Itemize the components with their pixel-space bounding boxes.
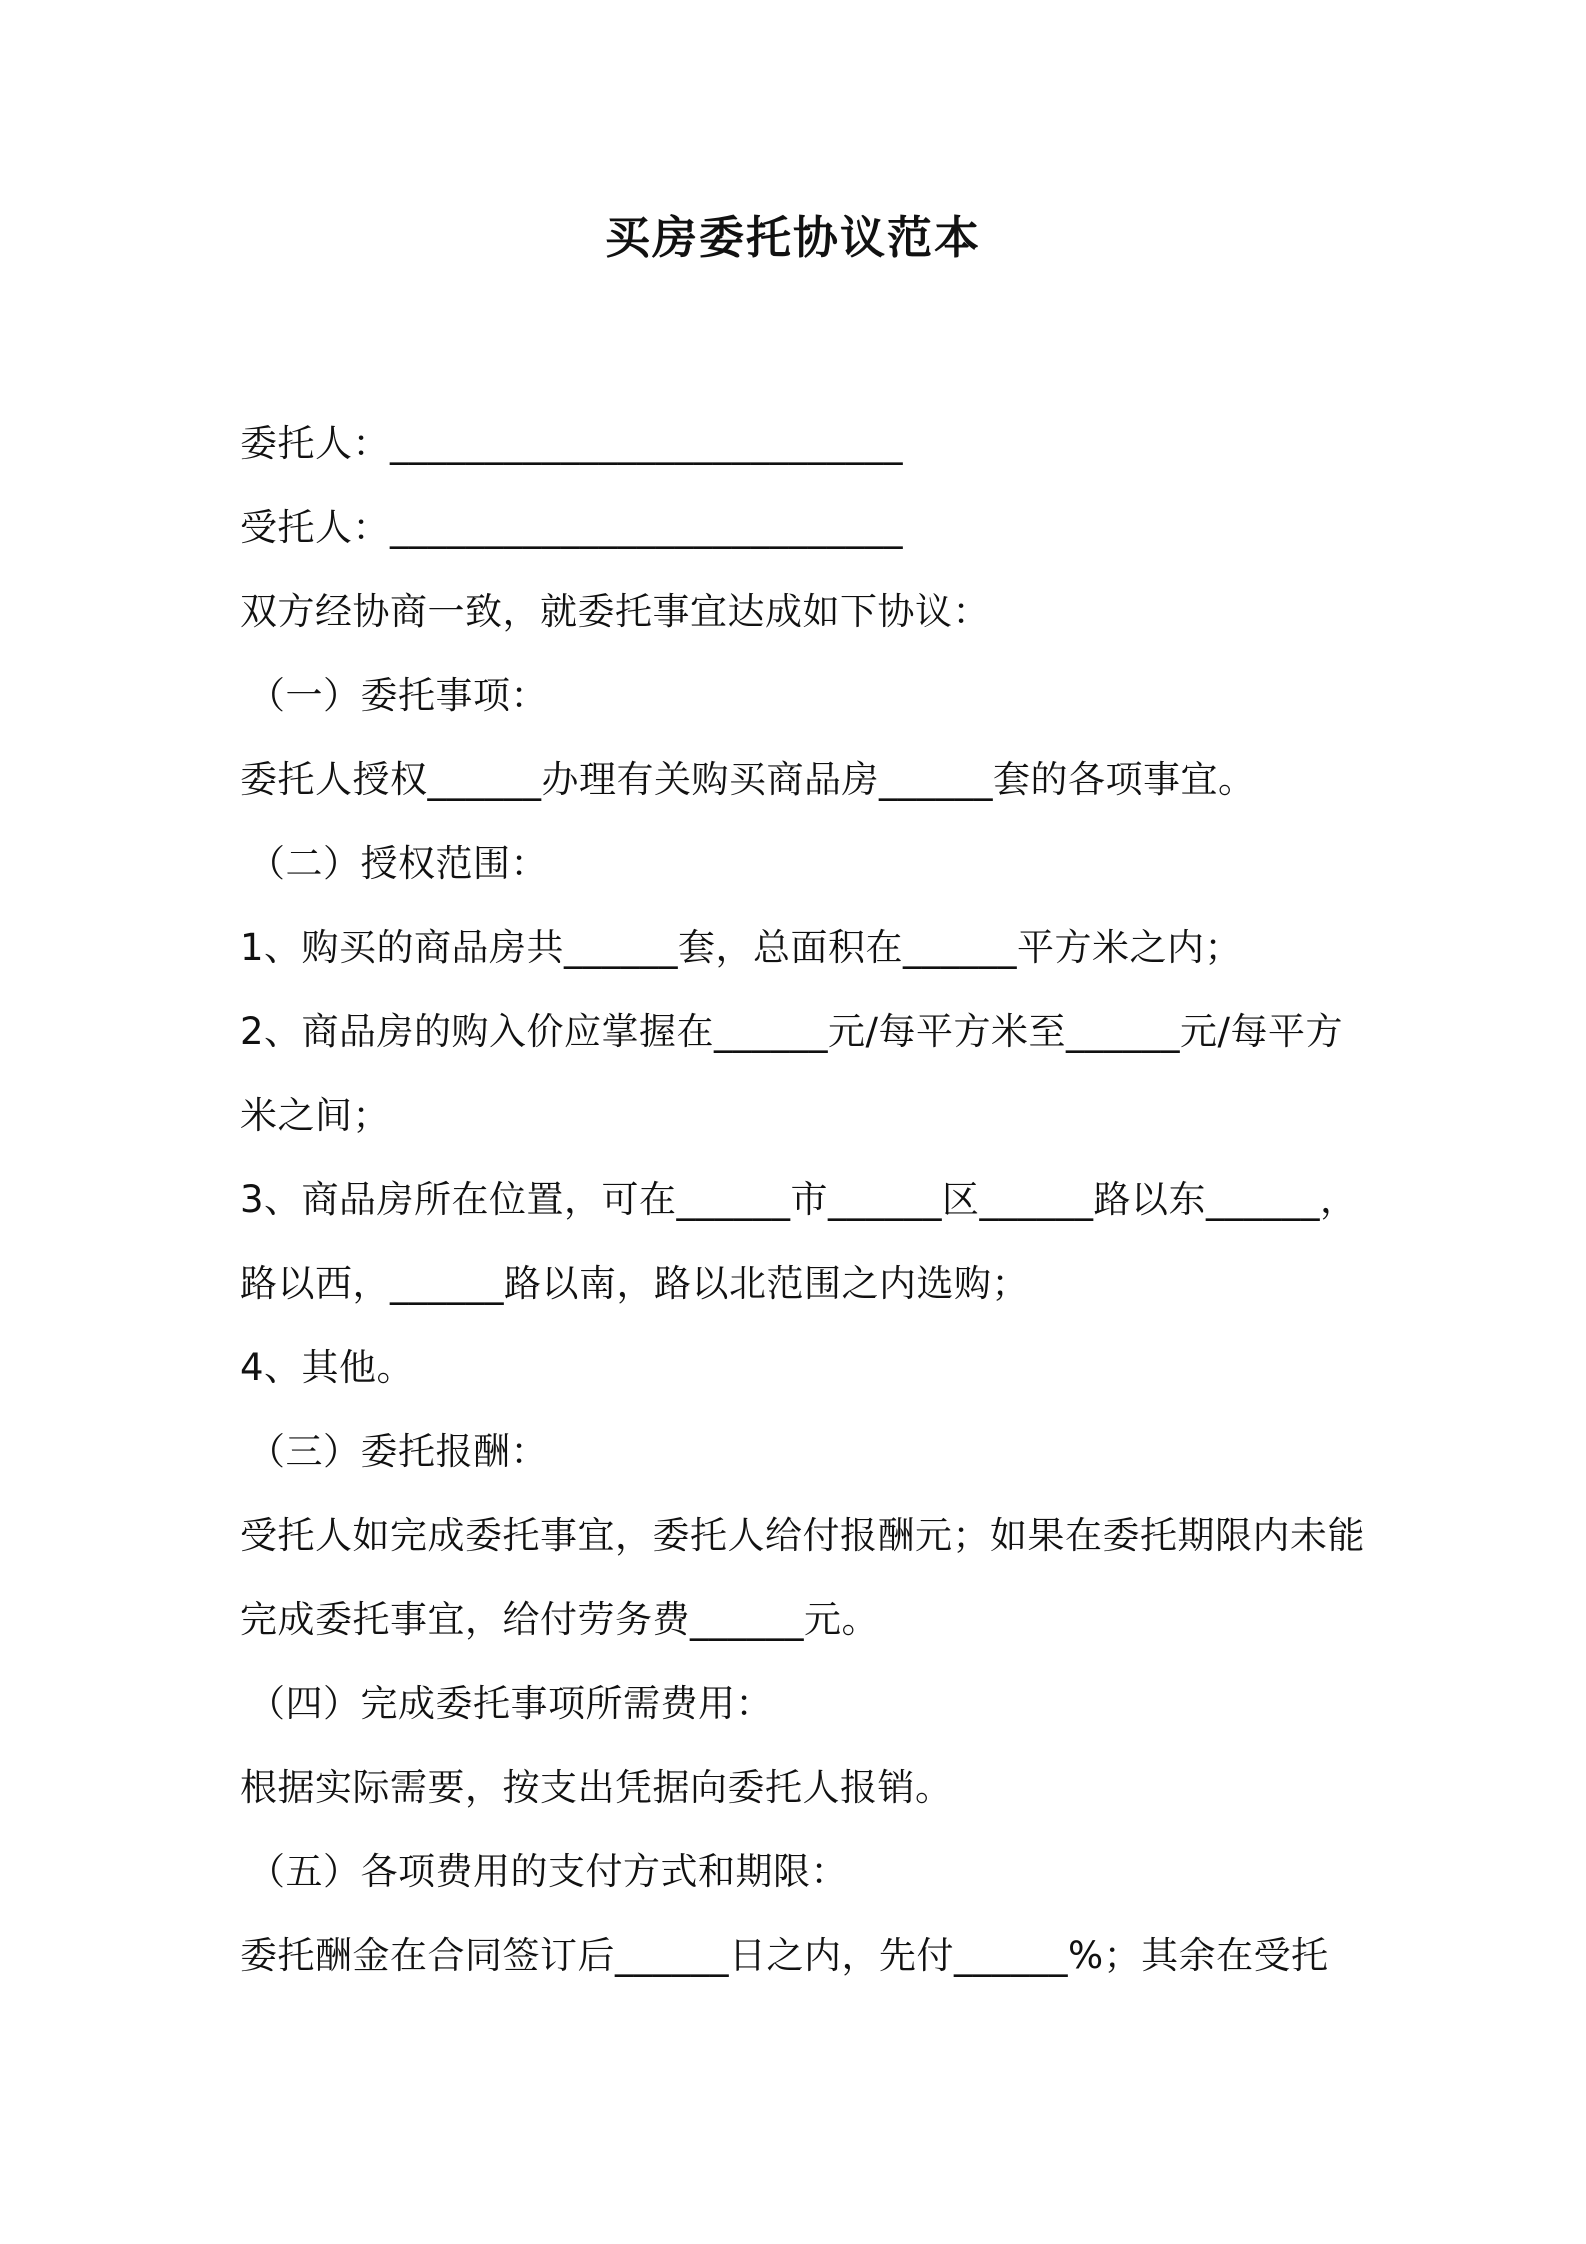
document-body [240,402,1365,1998]
paragraph-line: 委托酬金在合同签订后______日之内，先付______%；其余在受托 [240,1934,1329,1977]
section-heading-2: （二）授权范围： [248,842,548,885]
paragraph-line: 路以西，______路以南，路以北范围之内选购； [240,1262,1029,1305]
paragraph-line: 米之间； [240,1094,390,1137]
paragraph-line: 根据实际需要，按支出凭据向委托人报销。 [240,1766,953,1809]
paragraph-line: 3、商品房所在位置，可在______市______区______路以东______， [240,1178,1358,1221]
paragraph-line: 委托人授权______办理有关购买商品房______套的各项事宜。 [240,758,1256,801]
principal-line: 委托人：___________________________ [240,422,903,465]
section-heading-3: （三）委托报酬： [248,1430,548,1473]
paragraph-line: 4、其他。 [240,1346,415,1389]
paragraph-line: 完成委托事宜，给付劳务费______元。 [240,1598,879,1641]
section-heading-4: （四）完成委托事项所需费用： [248,1682,773,1725]
paragraph-line: 2、商品房的购入价应掌握在______元/每平方米至______元/每平方 [240,1010,1343,1053]
agreement-intro: 双方经协商一致，就委托事宜达成如下协议： [240,590,990,633]
section-heading-1: （一）委托事项： [248,674,548,717]
document-title: 买房委托协议范本 [604,211,981,264]
agent-line: 受托人：___________________________ [240,506,903,549]
section-heading-5: （五）各项费用的支付方式和期限： [248,1850,848,1893]
paragraph-line: 受托人如完成委托事宜，委托人给付报酬元；如果在委托期限内未能 [240,1514,1365,1557]
paragraph-line: 1、购买的商品房共______套，总面积在______平方米之内； [240,926,1243,969]
